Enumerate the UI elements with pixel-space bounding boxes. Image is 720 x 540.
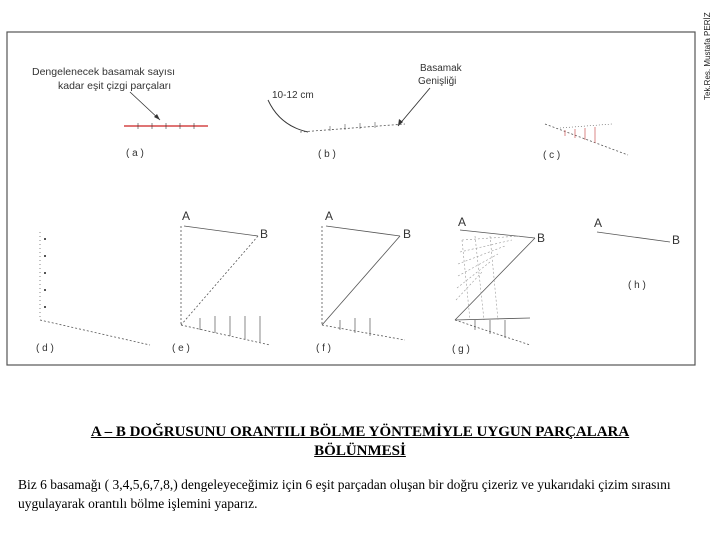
panel-b-measure: 10-12 cm: [272, 90, 314, 101]
panel-b-arrow-left: [268, 100, 308, 132]
panel-e: [172, 209, 270, 354]
panel-g-point-a: A: [458, 215, 467, 229]
panel-b-callout-line1: Basamak: [420, 63, 462, 74]
panel-c-label: ( c ): [543, 150, 561, 161]
panel-h: [594, 216, 680, 291]
panel-g-diagonal: [455, 238, 535, 320]
panel-b-arrow-right: [398, 88, 430, 126]
panel-b-callout-line2: Genişliği: [418, 76, 457, 87]
panel-e-point-a: A: [182, 209, 191, 223]
panel-b-base-line: [300, 124, 405, 132]
panel-f-point-b: B: [403, 227, 412, 241]
panel-g: [452, 215, 545, 355]
panel-e-ticks: [200, 316, 260, 342]
panel-d: [36, 232, 150, 354]
panel-b-arrowhead-right: [398, 119, 403, 126]
page-title: [20, 423, 700, 461]
panel-g-hatching: [456, 236, 520, 320]
panel-a-callout-line1: Dengelenecek basamak sayısı: [32, 66, 175, 78]
panel-b-label: ( b ): [318, 149, 336, 160]
panel-c: [543, 124, 628, 161]
panel-a: [32, 66, 208, 159]
panel-a-label: ( a ): [126, 148, 144, 159]
panel-e-diagonal: [181, 236, 258, 325]
panel-f-ab-line: [326, 226, 400, 236]
panel-g-base: [455, 318, 530, 320]
description-paragraph: Biz 6 basamağı ( 3,4,5,6,7,8,) dengeleyeceğimiz için 6 eşit parçadan oluşan bir doğru çizeriz ve yukarıdaki çizim sırasını uygulayarak orantılı bölme işlemini yaparız.: [18, 477, 671, 511]
panel-d-label: ( d ): [36, 343, 54, 354]
panel-d-diagonal: [40, 320, 150, 345]
panel-g-base-diag: [455, 320, 530, 345]
panel-h-point-a: A: [594, 216, 603, 230]
panel-e-ab-line: [184, 226, 258, 236]
panel-b: [268, 63, 463, 160]
panel-h-label: ( h ): [628, 280, 646, 291]
panel-a-callout-line2: kadar eşit çizgi parçaları: [58, 80, 172, 92]
panel-h-ab-line: [597, 232, 670, 242]
panel-f-label: ( f ): [316, 343, 331, 354]
author-credit-text: Tek.Res. Mustafa PERİZ: [703, 12, 712, 100]
panel-f-point-a: A: [325, 209, 334, 223]
panel-f-ticks: [340, 318, 370, 336]
author-credit: [698, 2, 716, 102]
panel-f: [316, 209, 411, 354]
page-title-line1: A – B DOĞRUSUNU ORANTILI BÖLME YÖNTEMİYLE UYGUN PARÇALARA: [90, 424, 630, 440]
panel-g-ab-line: [460, 230, 535, 238]
panel-g-label: ( g ): [452, 344, 470, 355]
page-title-line2: BÖLÜNMESİ: [314, 443, 406, 459]
panel-e-base: [181, 325, 270, 345]
panel-e-label: ( e ): [172, 343, 190, 354]
panel-f-diagonal: [322, 236, 400, 325]
panel-d-marks: [44, 238, 46, 308]
panel-f-base: [322, 325, 405, 340]
panel-c-top-line: [560, 124, 612, 128]
panel-h-point-b: B: [672, 233, 681, 247]
panel-e-point-b: B: [260, 227, 269, 241]
panel-g-point-b: B: [537, 231, 546, 245]
